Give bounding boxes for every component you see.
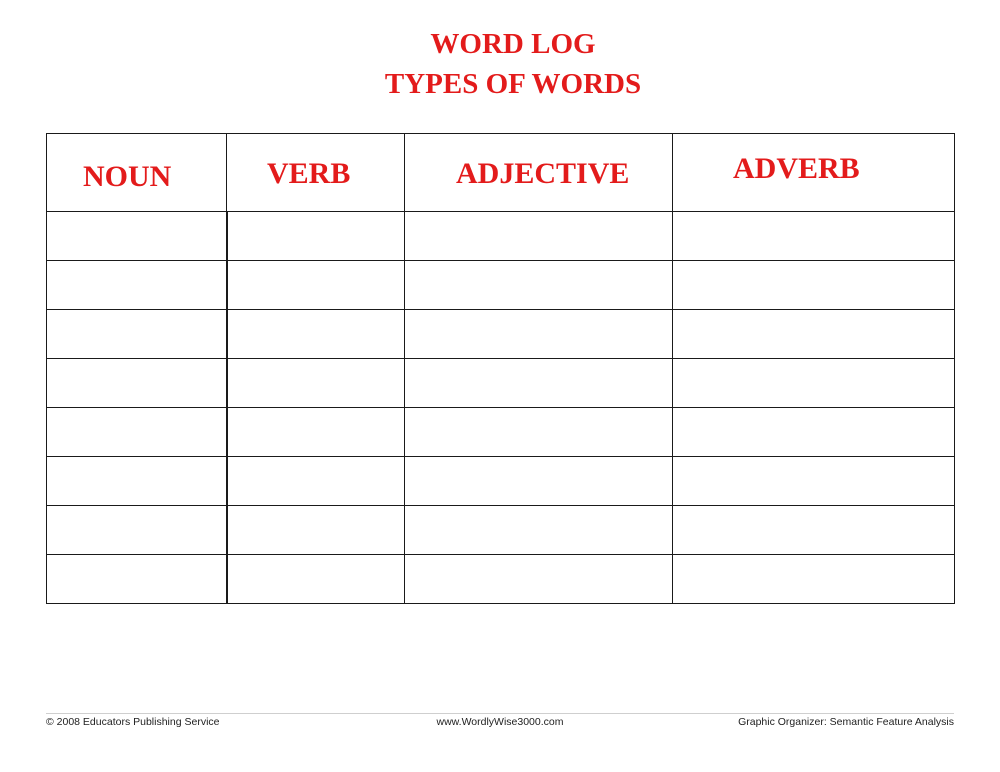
blank-cell-adjective[interactable] xyxy=(405,310,673,359)
blank-cell-adverb[interactable] xyxy=(673,212,955,261)
blank-cell-noun[interactable] xyxy=(47,408,227,457)
table-row xyxy=(47,457,955,506)
blank-cell-verb[interactable] xyxy=(227,359,405,408)
blank-cell-noun[interactable] xyxy=(47,261,227,310)
table-header-row xyxy=(47,134,955,212)
blank-cell-adverb[interactable] xyxy=(673,457,955,506)
blank-cell-verb[interactable] xyxy=(227,212,405,261)
table-body xyxy=(47,212,955,604)
blank-cell-verb[interactable] xyxy=(227,555,405,604)
blank-cell-adjective[interactable] xyxy=(405,555,673,604)
blank-cell-noun[interactable] xyxy=(47,212,227,261)
worksheet-subtitle: TYPES OF WORDS xyxy=(384,68,642,100)
blank-cell-noun[interactable] xyxy=(47,359,227,408)
footer-website: www.WordlyWise3000.com xyxy=(436,716,564,728)
blank-cell-adjective[interactable] xyxy=(405,408,673,457)
blank-cell-adverb[interactable] xyxy=(673,408,955,457)
blank-cell-adjective[interactable] xyxy=(405,457,673,506)
blank-cell-verb[interactable] xyxy=(227,310,405,359)
column-header-verb: VERB xyxy=(227,134,405,212)
blank-cell-verb[interactable] xyxy=(227,261,405,310)
column-header-adjective: ADJECTIVE xyxy=(405,134,673,212)
table-row xyxy=(47,212,955,261)
blank-cell-adjective[interactable] xyxy=(405,506,673,555)
blank-cell-adjective[interactable] xyxy=(405,359,673,408)
word-log-table xyxy=(46,133,955,604)
table-row xyxy=(47,261,955,310)
footer-copyright: © 2008 Educators Publishing Service xyxy=(46,716,220,728)
blank-cell-verb[interactable] xyxy=(227,408,405,457)
blank-cell-adverb[interactable] xyxy=(673,506,955,555)
blank-cell-adverb[interactable] xyxy=(673,555,955,604)
blank-cell-adverb[interactable] xyxy=(673,310,955,359)
blank-cell-noun[interactable] xyxy=(47,506,227,555)
blank-cell-verb[interactable] xyxy=(227,457,405,506)
blank-cell-adverb[interactable] xyxy=(673,261,955,310)
blank-cell-adjective[interactable] xyxy=(405,212,673,261)
table-row xyxy=(47,555,955,604)
table-row xyxy=(47,408,955,457)
column-header-adverb: ADVERB xyxy=(673,134,955,212)
table-row xyxy=(47,506,955,555)
blank-cell-adjective[interactable] xyxy=(405,261,673,310)
blank-cell-noun[interactable] xyxy=(47,555,227,604)
blank-cell-noun[interactable] xyxy=(47,310,227,359)
blank-cell-noun[interactable] xyxy=(47,457,227,506)
footer-organizer-type: Graphic Organizer: Semantic Feature Analysis xyxy=(738,716,954,728)
worksheet-title: WORD LOG xyxy=(430,28,596,60)
column-header-noun: NOUN xyxy=(47,134,227,212)
table-row xyxy=(47,310,955,359)
table-row xyxy=(47,359,955,408)
blank-cell-adverb[interactable] xyxy=(673,359,955,408)
blank-cell-verb[interactable] xyxy=(227,506,405,555)
footer-divider xyxy=(46,713,954,714)
